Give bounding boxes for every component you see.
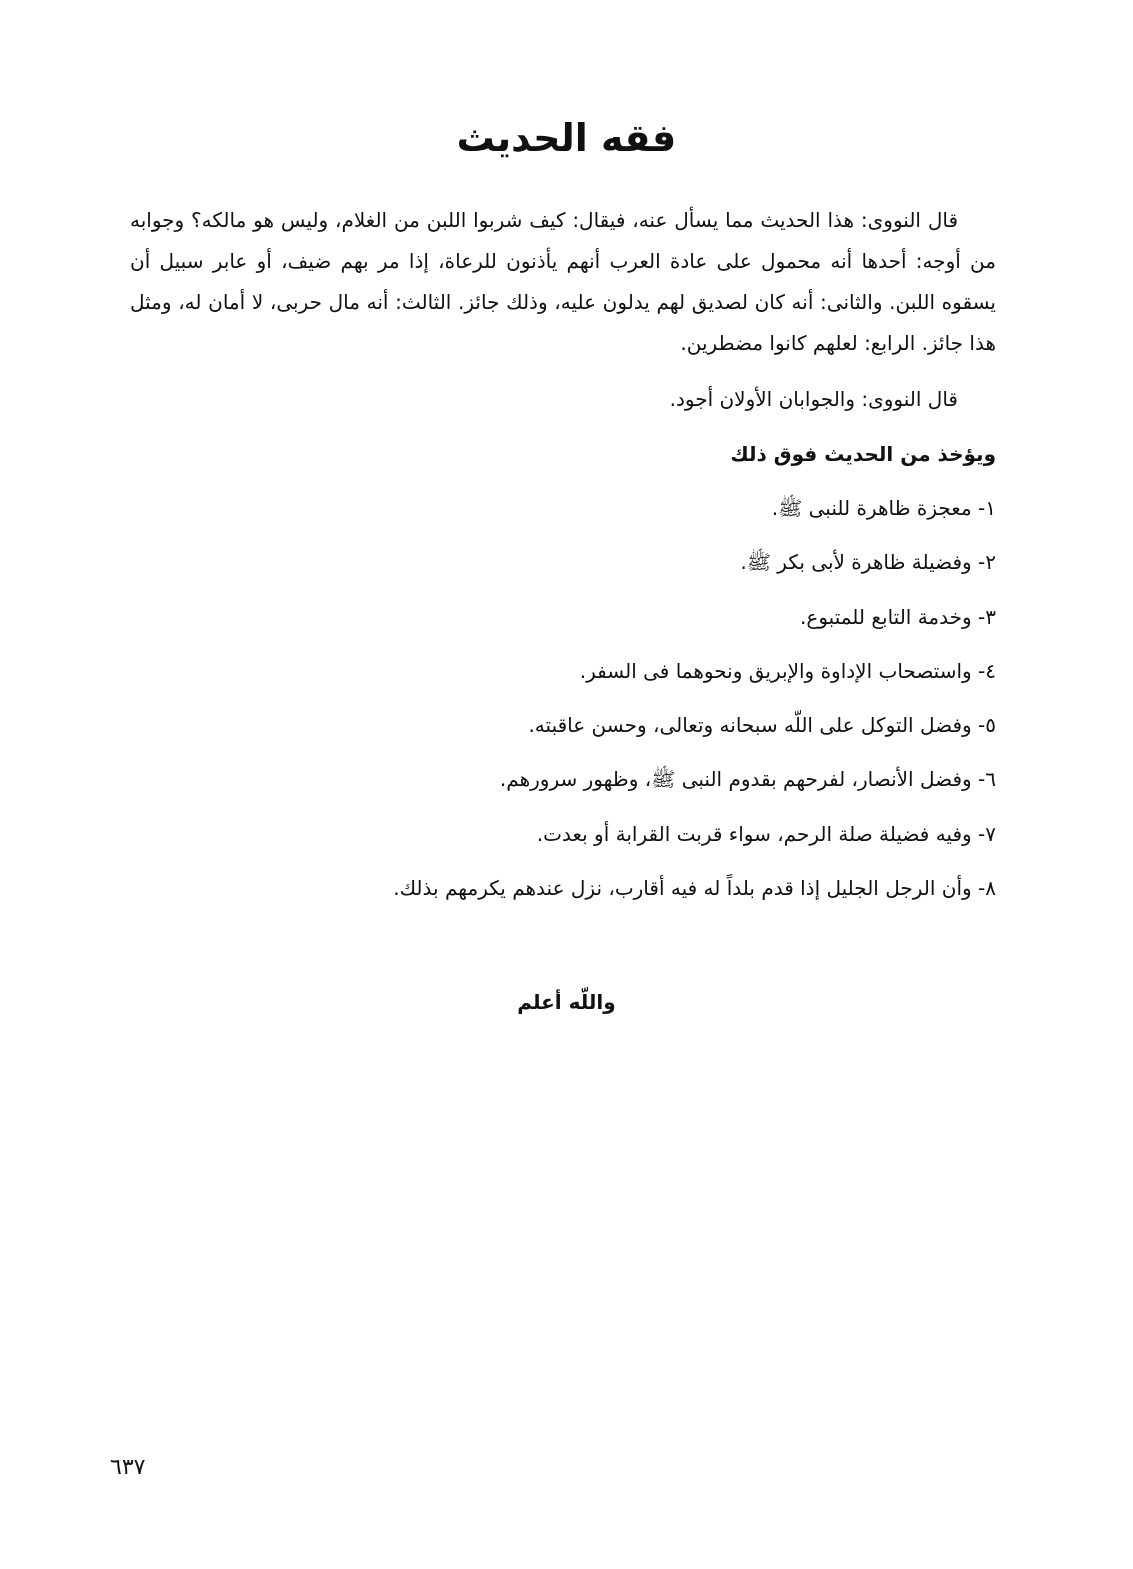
list-item: ٥- وفضل التوكل على اللّه سبحانه وتعالى، وحسن عاقبته. xyxy=(528,713,996,738)
list-item: ٧- وفيه فضيلة صلة الرحم، سواء قربت القرابة أو بعدت. xyxy=(536,821,996,846)
list-item: ٤- واستصحاب الإداوة والإبريق ونحوهما فى السفر. xyxy=(579,658,996,683)
closing-phrase: واللّه أعلم xyxy=(517,990,616,1014)
list-item: ٣- وخدمة التابع للمتبوع. xyxy=(800,604,996,629)
list-item: ٨- وأن الرجل الجليل إذا قدم بلداً له فيه أقارب، نزل عندهم يكرمهم بذلك. xyxy=(393,876,996,901)
page-title: فقه الحديث xyxy=(456,116,677,160)
list-item: ١- معجزة ظاهرة للنبى ﷺ. xyxy=(771,496,996,520)
benefits-list xyxy=(130,488,996,922)
paragraph-nawawi-best-answers: قال النووى: والجوابان الأولان أجود. xyxy=(669,387,958,411)
list-item: ٢- وفضيلة ظاهرة لأبى بكر ﷺ. xyxy=(740,550,996,575)
paragraph-nawawi-question: قال النووى: هذا الحديث مما يسأل عنه، فيقال: كيف شربوا اللبن من الغلام، وليس هو مالكه؟ وجوابه من أوجه: أحدها أنه محمول على عادة العرب أنهم يأذنون للرعاة، إذا مر بهم ضيف، أو عابر سبيل أن يسقوه اللبن. والثانى: أنه كان لصديق لهم يدلون عليه، وذلك جائز. الثالث: أنه مال حربى، لا أمان له، ومثل هذا جائز. الرابع: لعلهم كانوا مضطرين. xyxy=(130,208,996,355)
list-item: ٦- وفضل الأنصار، لفرحهم بقدوم النبى ﷺ، وظهور سرورهم. xyxy=(499,767,996,792)
section-subheading: ويؤخذ من الحديث فوق ذلك xyxy=(730,442,996,466)
page-number: ٦٣٧ xyxy=(110,1455,146,1480)
